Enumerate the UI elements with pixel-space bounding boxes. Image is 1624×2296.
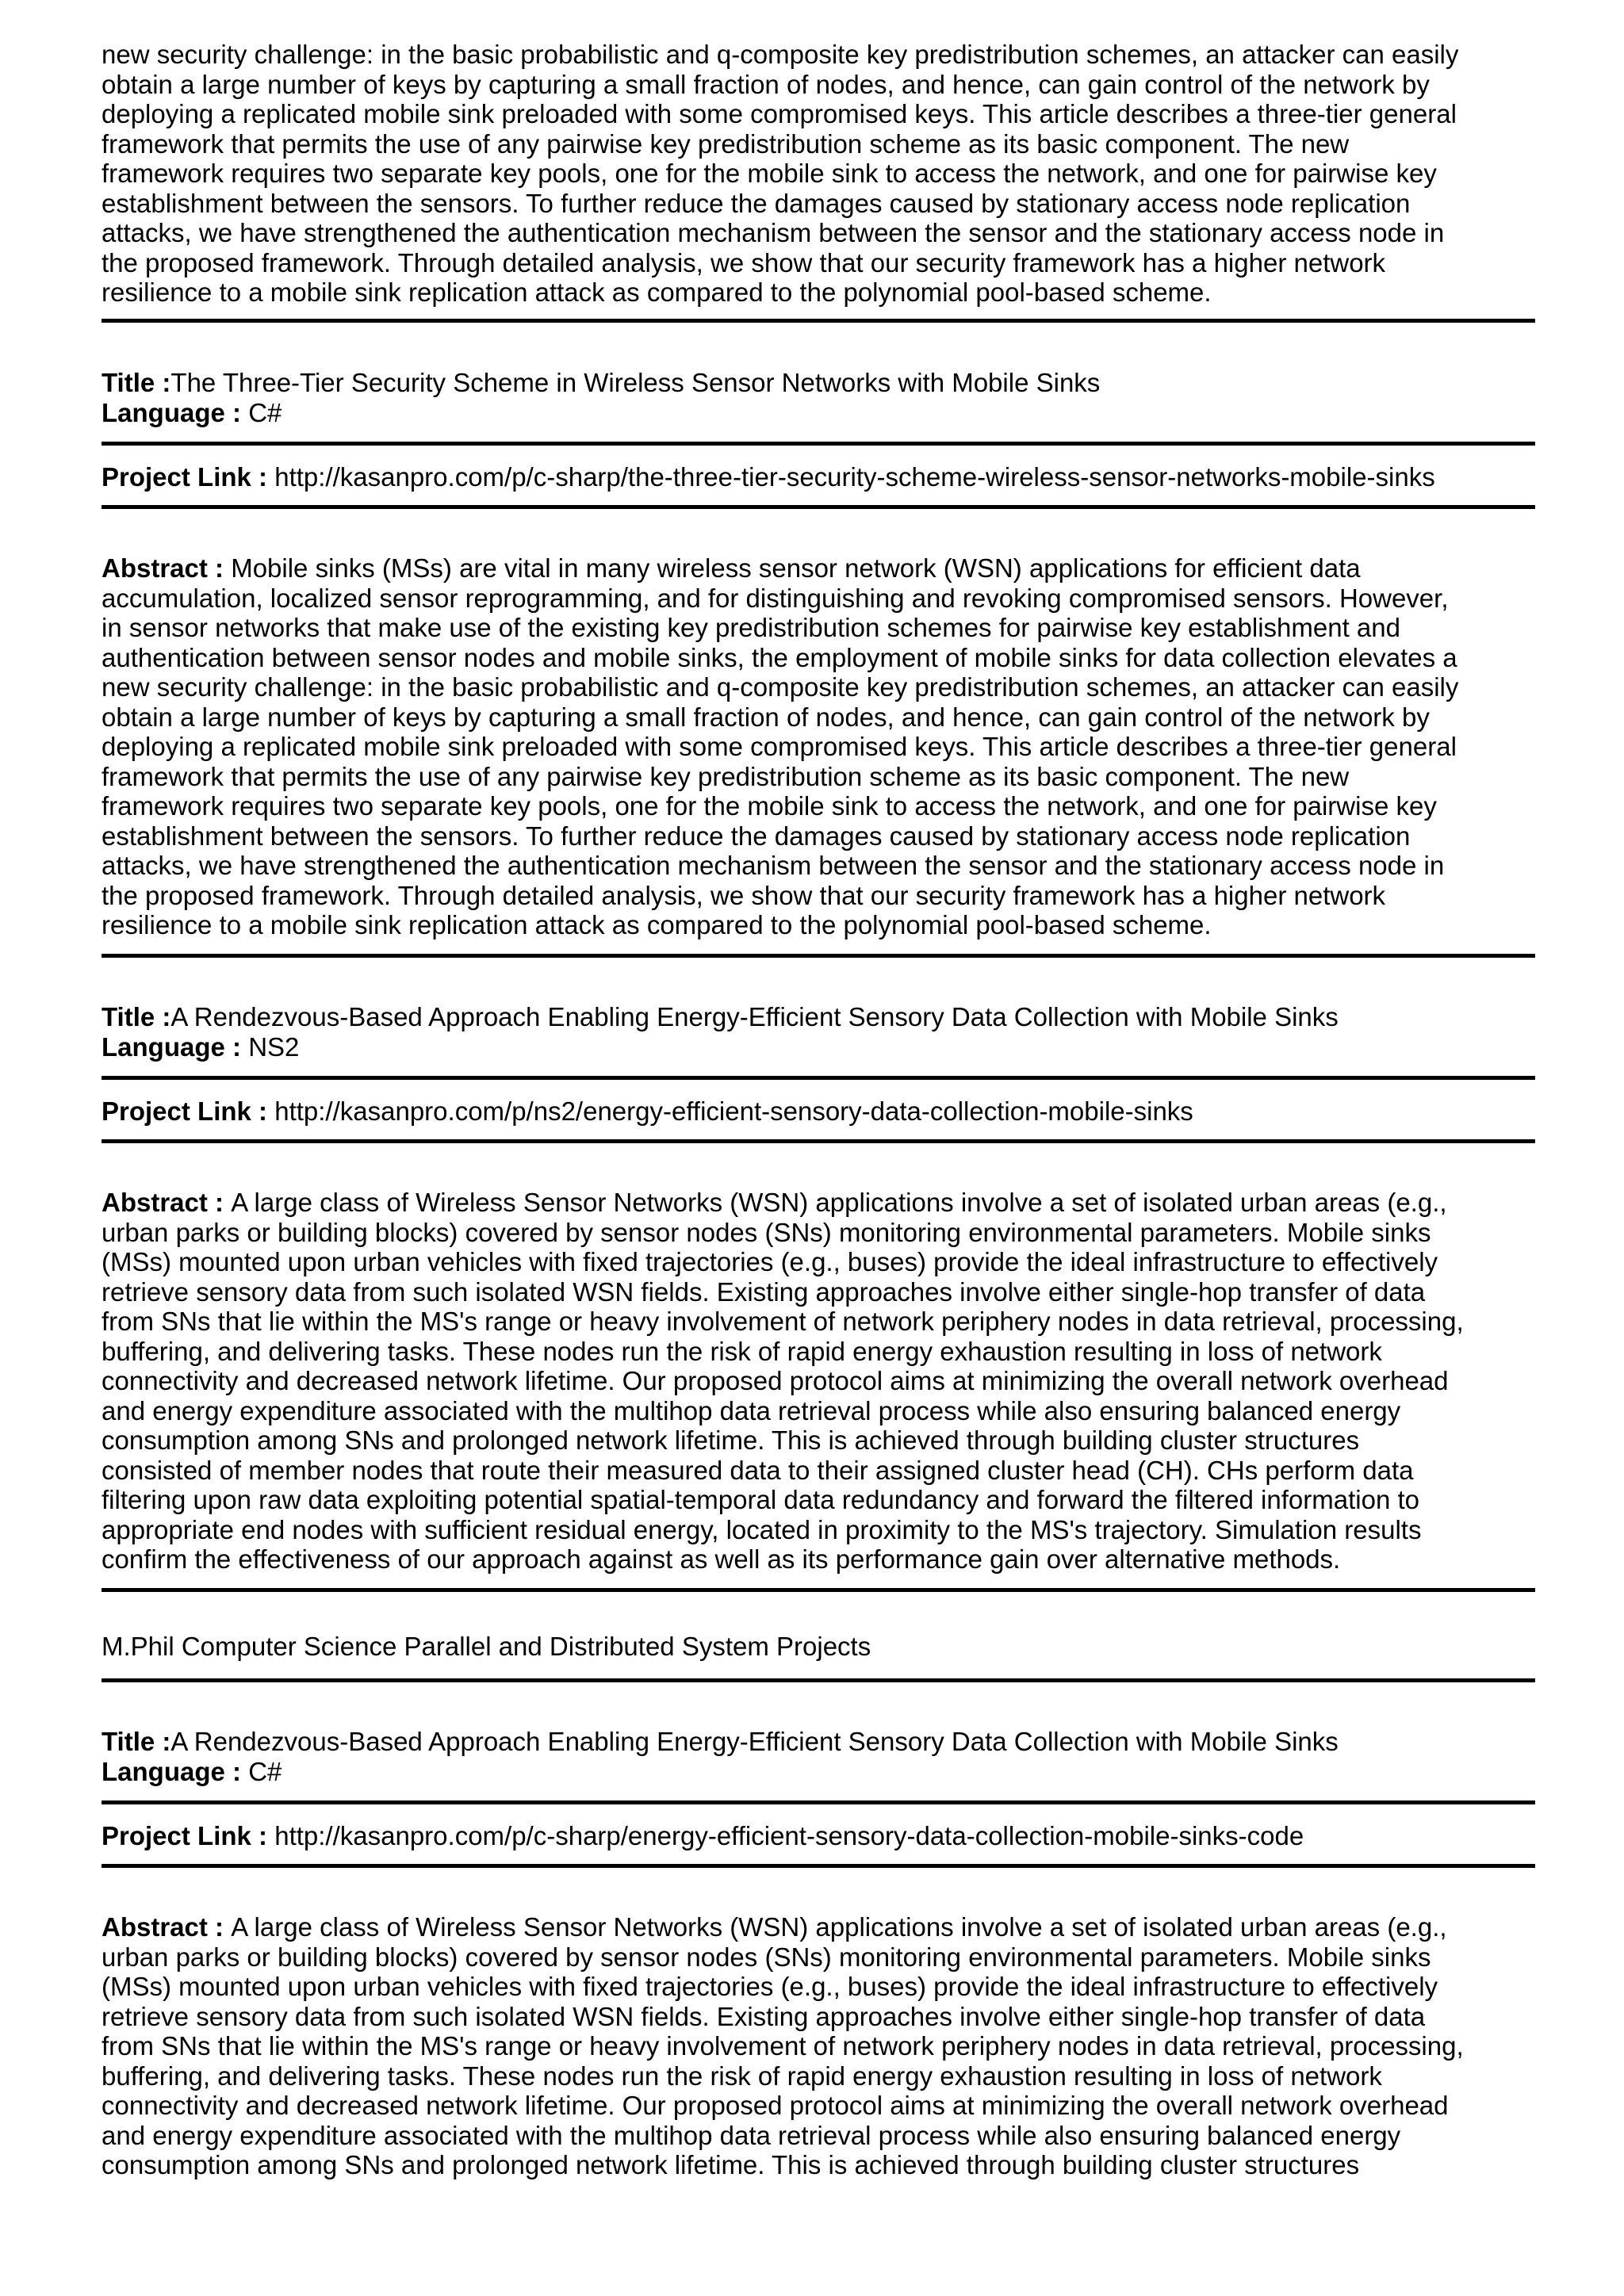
project-title-line (102, 1727, 1535, 1757)
language-label: Language : (102, 398, 249, 427)
project-link[interactable]: http://kasanpro.com/p/c-sharp/the-three-tier-security-scheme-wireless-sensor-networks-mobile-sinks (274, 462, 1435, 492)
project-link-line (102, 1096, 1535, 1127)
abstract-continuation-text: new security challenge: in the basic probabilistic and q-composite key predistribution schemes, an attacker can easily obtain a large number of keys by capturing a small fraction of nodes, and hence, can gain control of the network by deploying a replicated mobile sink preloaded with some compromised keys. This article describes a three-tier general framework that permits the use of any pairwise key predistribution scheme as its basic component. The new framework requires two separate key pools, one for the mobile sink to access the network, and one for pairwise key establishment between the sensors. To further reduce the damages caused by stationary access node replication attacks, we have strengthened the authentication mechanism between the sensor and the stationary access node in the proposed framework. Through detailed analysis, we show that our security framework has a higher network resilience to a mobile sink replication attack as compared to the polynomial pool-based scheme. (102, 40, 1459, 307)
language-label: Language : (102, 1032, 249, 1062)
section-divider (102, 1139, 1535, 1143)
language-label: Language : (102, 1757, 249, 1786)
abstract-text: Mobile sinks (MSs) are vital in many wireless sensor network (WSN) applications for efficient data accumulation, localized sensor reprogramming, and for distinguishing and revoking compromised sensors. However, in sensor networks that make use of the existing key predistribution schemes for pairwise key establishment and authentication between sensor nodes and mobile sinks, the employment of mobile sinks for data collection elevates a new security challenge: in the basic probabilistic and q-composite key predistribution schemes, an attacker can easily obtain a large number of keys by capturing a small fraction of nodes, and hence, can gain control of the network by deploying a replicated mobile sink preloaded with some compromised keys. This article describes a three-tier general framework that permits the use of any pairwise key predistribution scheme as its basic component. The new framework requires two separate key pools, one for the mobile sink to access the network, and one for pairwise key establishment between the sensors. To further reduce the damages caused by stationary access node replication attacks, we have strengthened the authentication mechanism between the sensor and the stationary access node in the proposed framework. Through detailed analysis, we show that our security framework has a higher network resilience to a mobile sink replication attack as compared to the polynomial pool-based scheme. (102, 553, 1459, 939)
section-divider (102, 1678, 1535, 1682)
project-link-line (102, 1821, 1535, 1851)
project-title-line (102, 368, 1535, 398)
title-label: Title : (102, 368, 171, 397)
project-language-line (102, 398, 1535, 428)
project-title: A Rendezvous-Based Approach Enabling Energy-Efficient Sensory Data Collection with Mobile Sinks (170, 1727, 1339, 1756)
project-link[interactable]: http://kasanpro.com/p/ns2/energy-efficient-sensory-data-collection-mobile-sinks (274, 1096, 1193, 1126)
section-divider (102, 1588, 1535, 1592)
abstract-label: Abstract : (102, 1188, 232, 1217)
section-divider (102, 1800, 1535, 1804)
project-link-line (102, 462, 1535, 492)
section-divider (102, 1076, 1535, 1080)
title-label: Title : (102, 1727, 171, 1756)
section-divider (102, 954, 1535, 958)
abstract-label: Abstract : (102, 1912, 232, 1942)
project-language-line (102, 1757, 1535, 1787)
project-link[interactable]: http://kasanpro.com/p/c-sharp/energy-efficient-sensory-data-collection-mobile-sinks-code (274, 1821, 1304, 1850)
abstract-text: A large class of Wireless Sensor Networks (WSN) applications involve a set of isolated urban areas (e.g., urban parks or building blocks) covered by sensor nodes (SNs) monitoring environmental parameters. Mobile sinks (MSs) mounted upon urban vehicles with fixed trajectories (e.g., buses) provide the ideal infrastructure to effectively retrieve sensory data from such isolated WSN fields. Existing approaches involve either single-hop transfer of data from SNs that lie within the MS's range or heavy involvement of network periphery nodes in data retrieval, processing, buffering, and delivering tasks. These nodes run the risk of rapid energy exhaustion resulting in loss of network connectivity and decreased network lifetime. Our proposed protocol aims at minimizing the overall network overhead and energy expenditure associated with the multihop data retrieval process while also ensuring balanced energy consumption among SNs and prolonged network lifetime. This is achieved through building cluster structures (102, 1912, 1464, 2179)
section-divider (102, 1864, 1535, 1868)
title-label: Title : (102, 1002, 171, 1031)
project-link-label: Project Link : (102, 1096, 275, 1126)
project-title: A Rendezvous-Based Approach Enabling Energy-Efficient Sensory Data Collection with Mobile Sinks (170, 1002, 1339, 1031)
project-abstract (102, 1188, 1535, 1575)
abstract-label: Abstract : (102, 553, 232, 583)
project-abstract (102, 1912, 1535, 2180)
project-language-line (102, 1032, 1535, 1062)
project-title: The Three-Tier Security Scheme in Wireless Sensor Networks with Mobile Sinks (170, 368, 1101, 397)
abstract-text: A large class of Wireless Sensor Networks (WSN) applications involve a set of isolated urban areas (e.g., urban parks or building blocks) covered by sensor nodes (SNs) monitoring environmental parameters. Mobile sinks (MSs) mounted upon urban vehicles with fixed trajectories (e.g., buses) provide the ideal infrastructure to effectively retrieve sensory data from such isolated WSN fields. Existing approaches involve either single-hop transfer of data from SNs that lie within the MS's range or heavy involvement of network periphery nodes in data retrieval, processing, buffering, and delivering tasks. These nodes run the risk of rapid energy exhaustion resulting in loss of network connectivity and decreased network lifetime. Our proposed protocol aims at minimizing the overall network overhead and energy expenditure associated with the multihop data retrieval process while also ensuring balanced energy consumption among SNs and prolonged network lifetime. This is achieved through building cluster structures consisted of member nodes that route their measured data to their assigned cluster head (CH). CHs perform data filtering upon raw data exploiting potential spatial-temporal data redundancy and forward the filtered information to appropriate end nodes with sufficient residual energy, located in proximity to the MS's trajectory. Simulation results confirm the effectiveness of our approach against as well as its performance gain over alternative methods. (102, 1188, 1464, 1574)
section-divider (102, 442, 1535, 446)
document-page (102, 0, 1535, 2296)
project-abstract (102, 553, 1535, 940)
project-language: NS2 (248, 1032, 300, 1062)
section-divider (102, 505, 1535, 509)
project-link-label: Project Link : (102, 1821, 275, 1850)
section-divider (102, 319, 1535, 323)
category-heading: M.Phil Computer Science Parallel and Distributed System Projects (102, 1632, 871, 1661)
project-title-line (102, 1002, 1535, 1032)
project-link-label: Project Link : (102, 462, 275, 492)
project-language: C# (248, 398, 282, 427)
project-language: C# (248, 1757, 282, 1786)
